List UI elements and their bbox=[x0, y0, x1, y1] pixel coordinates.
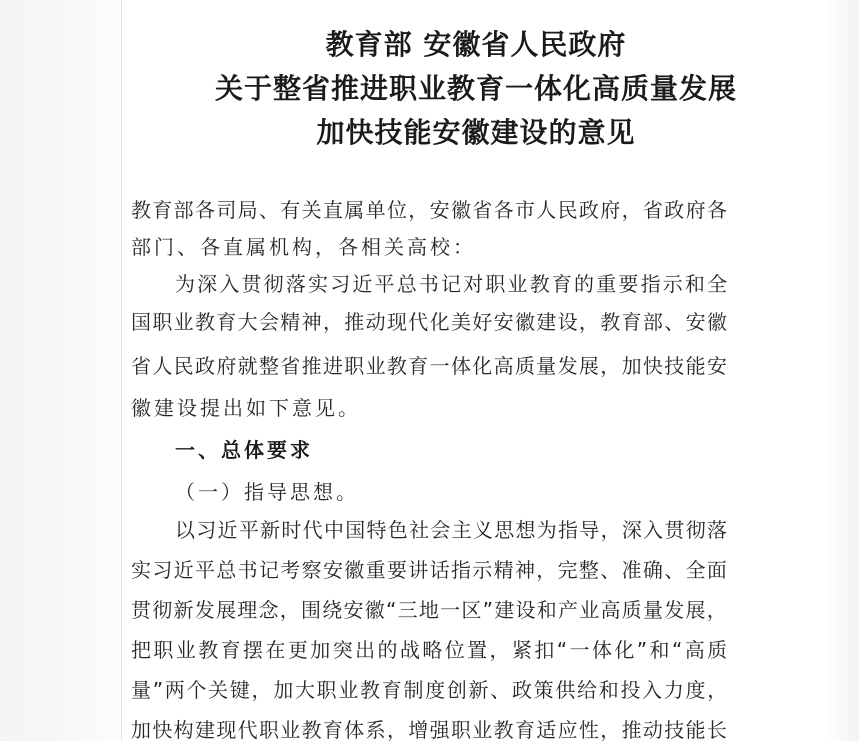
guiding-paragraph-line: 实习近平总书记考察安徽重要讲话指示精神，完整、准确、全面 bbox=[131, 558, 729, 582]
document-title-line-2: 关于整省推进职业教育一体化高质量发展 bbox=[214, 72, 737, 105]
intro-paragraph-line: 为深入贯彻落实习近平总书记对职业教育的重要指示和全 bbox=[175, 272, 730, 296]
intro-paragraph-line: 国职业教育大会精神，推动现代化美好安徽建设，教育部、安徽 bbox=[131, 310, 729, 334]
guiding-paragraph-line: 贯彻新发展理念，围绕安徽“三地一区”建设和产业高质量发展， bbox=[131, 598, 728, 622]
left-margin-shading bbox=[0, 0, 122, 741]
guiding-paragraph-line: 量”两个关键，加大职业教育制度创新、政策供给和投入力度， bbox=[131, 678, 729, 702]
subsection-heading: （一）指导思想。 bbox=[175, 480, 359, 504]
section-heading: 一、总体要求 bbox=[175, 438, 313, 462]
intro-paragraph-line: 徽建设提出如下意见。 bbox=[131, 396, 361, 420]
document-title-line-1: 教育部 安徽省人民政府 bbox=[325, 28, 627, 61]
guiding-paragraph-line: 以习近平新时代中国特色社会主义思想为指导，深入贯彻落 bbox=[175, 518, 729, 542]
intro-paragraph-line: 省人民政府就整省推进职业教育一体化高质量发展，加快技能安 bbox=[131, 354, 729, 378]
addressee-line: 部门、各直属机构，各相关高校： bbox=[131, 235, 476, 259]
guiding-paragraph-line: 把职业教育摆在更加突出的战略位置，紧扣“一体化”和“高质 bbox=[131, 638, 730, 662]
left-margin-divider bbox=[121, 0, 122, 741]
right-margin-shading bbox=[830, 0, 859, 741]
addressee-line: 教育部各司局、有关直属单位，安徽省各市人民政府，省政府各 bbox=[131, 198, 729, 222]
document-title-line-3: 加快技能安徽建设的意见 bbox=[316, 116, 636, 149]
guiding-paragraph-line: 加快构建现代职业教育体系，增强职业教育适应性，推动技能长 bbox=[131, 718, 729, 741]
